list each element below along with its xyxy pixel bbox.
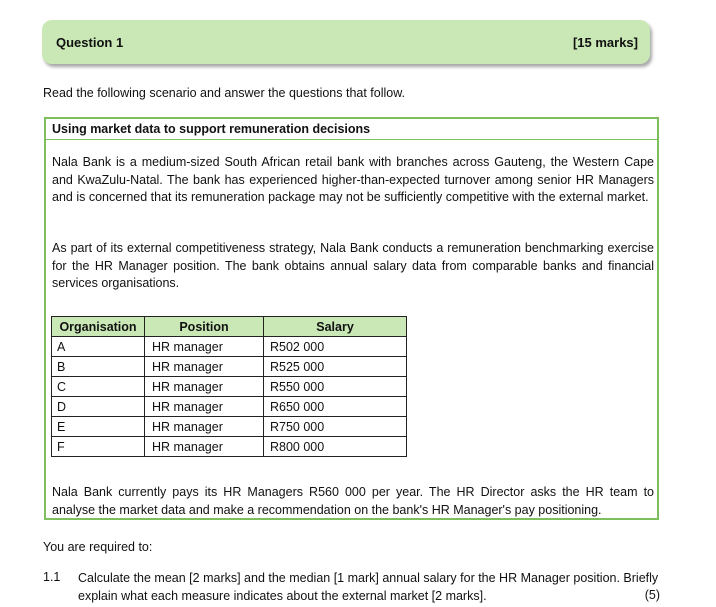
question-header-banner [42,20,650,64]
organisation-cell: A [52,337,145,357]
position-cell: HR manager [145,417,264,437]
table-row [52,397,407,417]
table-row [52,357,407,377]
organisation-cell: E [52,417,145,437]
column-header-organisation: Organisation [52,317,145,337]
position-cell: HR manager [145,337,264,357]
question-label: Question 1 [56,35,124,50]
question-number: 1.1 [43,570,61,584]
question-text: Calculate the mean [2 marks] and the median [1 mark] annual salary for the HR Manager position. Briefly explain what each measure indicates about the external market [2 marks]. [78,571,659,603]
table-row [52,337,407,357]
salary-cell: R525 000 [264,357,407,377]
table-header-row [52,317,407,337]
table-row [52,417,407,437]
scenario-title-divider [46,139,657,140]
salary-table [51,316,407,457]
required-heading: You are required to: [43,540,153,554]
organisation-cell: D [52,397,145,417]
salary-cell: R800 000 [264,437,407,457]
salary-cell: R650 000 [264,397,407,417]
position-cell: HR manager [145,397,264,417]
position-cell: HR manager [145,437,264,457]
organisation-cell: B [52,357,145,377]
organisation-cell: F [52,437,145,457]
intro-instruction: Read the following scenario and answer the questions that follow. [43,86,406,100]
organisation-cell: C [52,377,145,397]
column-header-salary: Salary [264,317,407,337]
scenario-paragraph-3: Nala Bank currently pays its HR Managers R560 000 per year. The HR Director asks the HR team to analyse the market data and make a recommendation on the bank's HR Manager's pay positioning. [52,485,654,517]
position-cell: HR manager [145,357,264,377]
question-total-marks: [15 marks] [572,35,638,50]
table-row [52,437,407,457]
scenario-title: Using market data to support remuneration decisions [52,122,371,136]
scenario-paragraph-2: As part of its external competitiveness strategy, Nala Bank conducts a remuneration benchmarking exercise for the HR Manager position. The bank obtains annual salary data from comparable banks and financial services organisations. [52,241,654,290]
scenario-box [44,117,659,520]
question-marks: (5) [644,588,660,602]
salary-cell: R502 000 [264,337,407,357]
scenario-paragraph-1: Nala Bank is a medium-sized South African retail bank with branches across Gauteng, the Western Cape and KwaZulu-Natal. The bank has experienced higher-than-expected turnover among senior HR Managers and is concerned that its remuneration package may not be sufficiently competitive with the external market. [52,155,654,204]
position-cell: HR manager [145,377,264,397]
salary-cell: R550 000 [264,377,407,397]
column-header-position: Position [145,317,264,337]
salary-cell: R750 000 [264,417,407,437]
table-row [52,377,407,397]
